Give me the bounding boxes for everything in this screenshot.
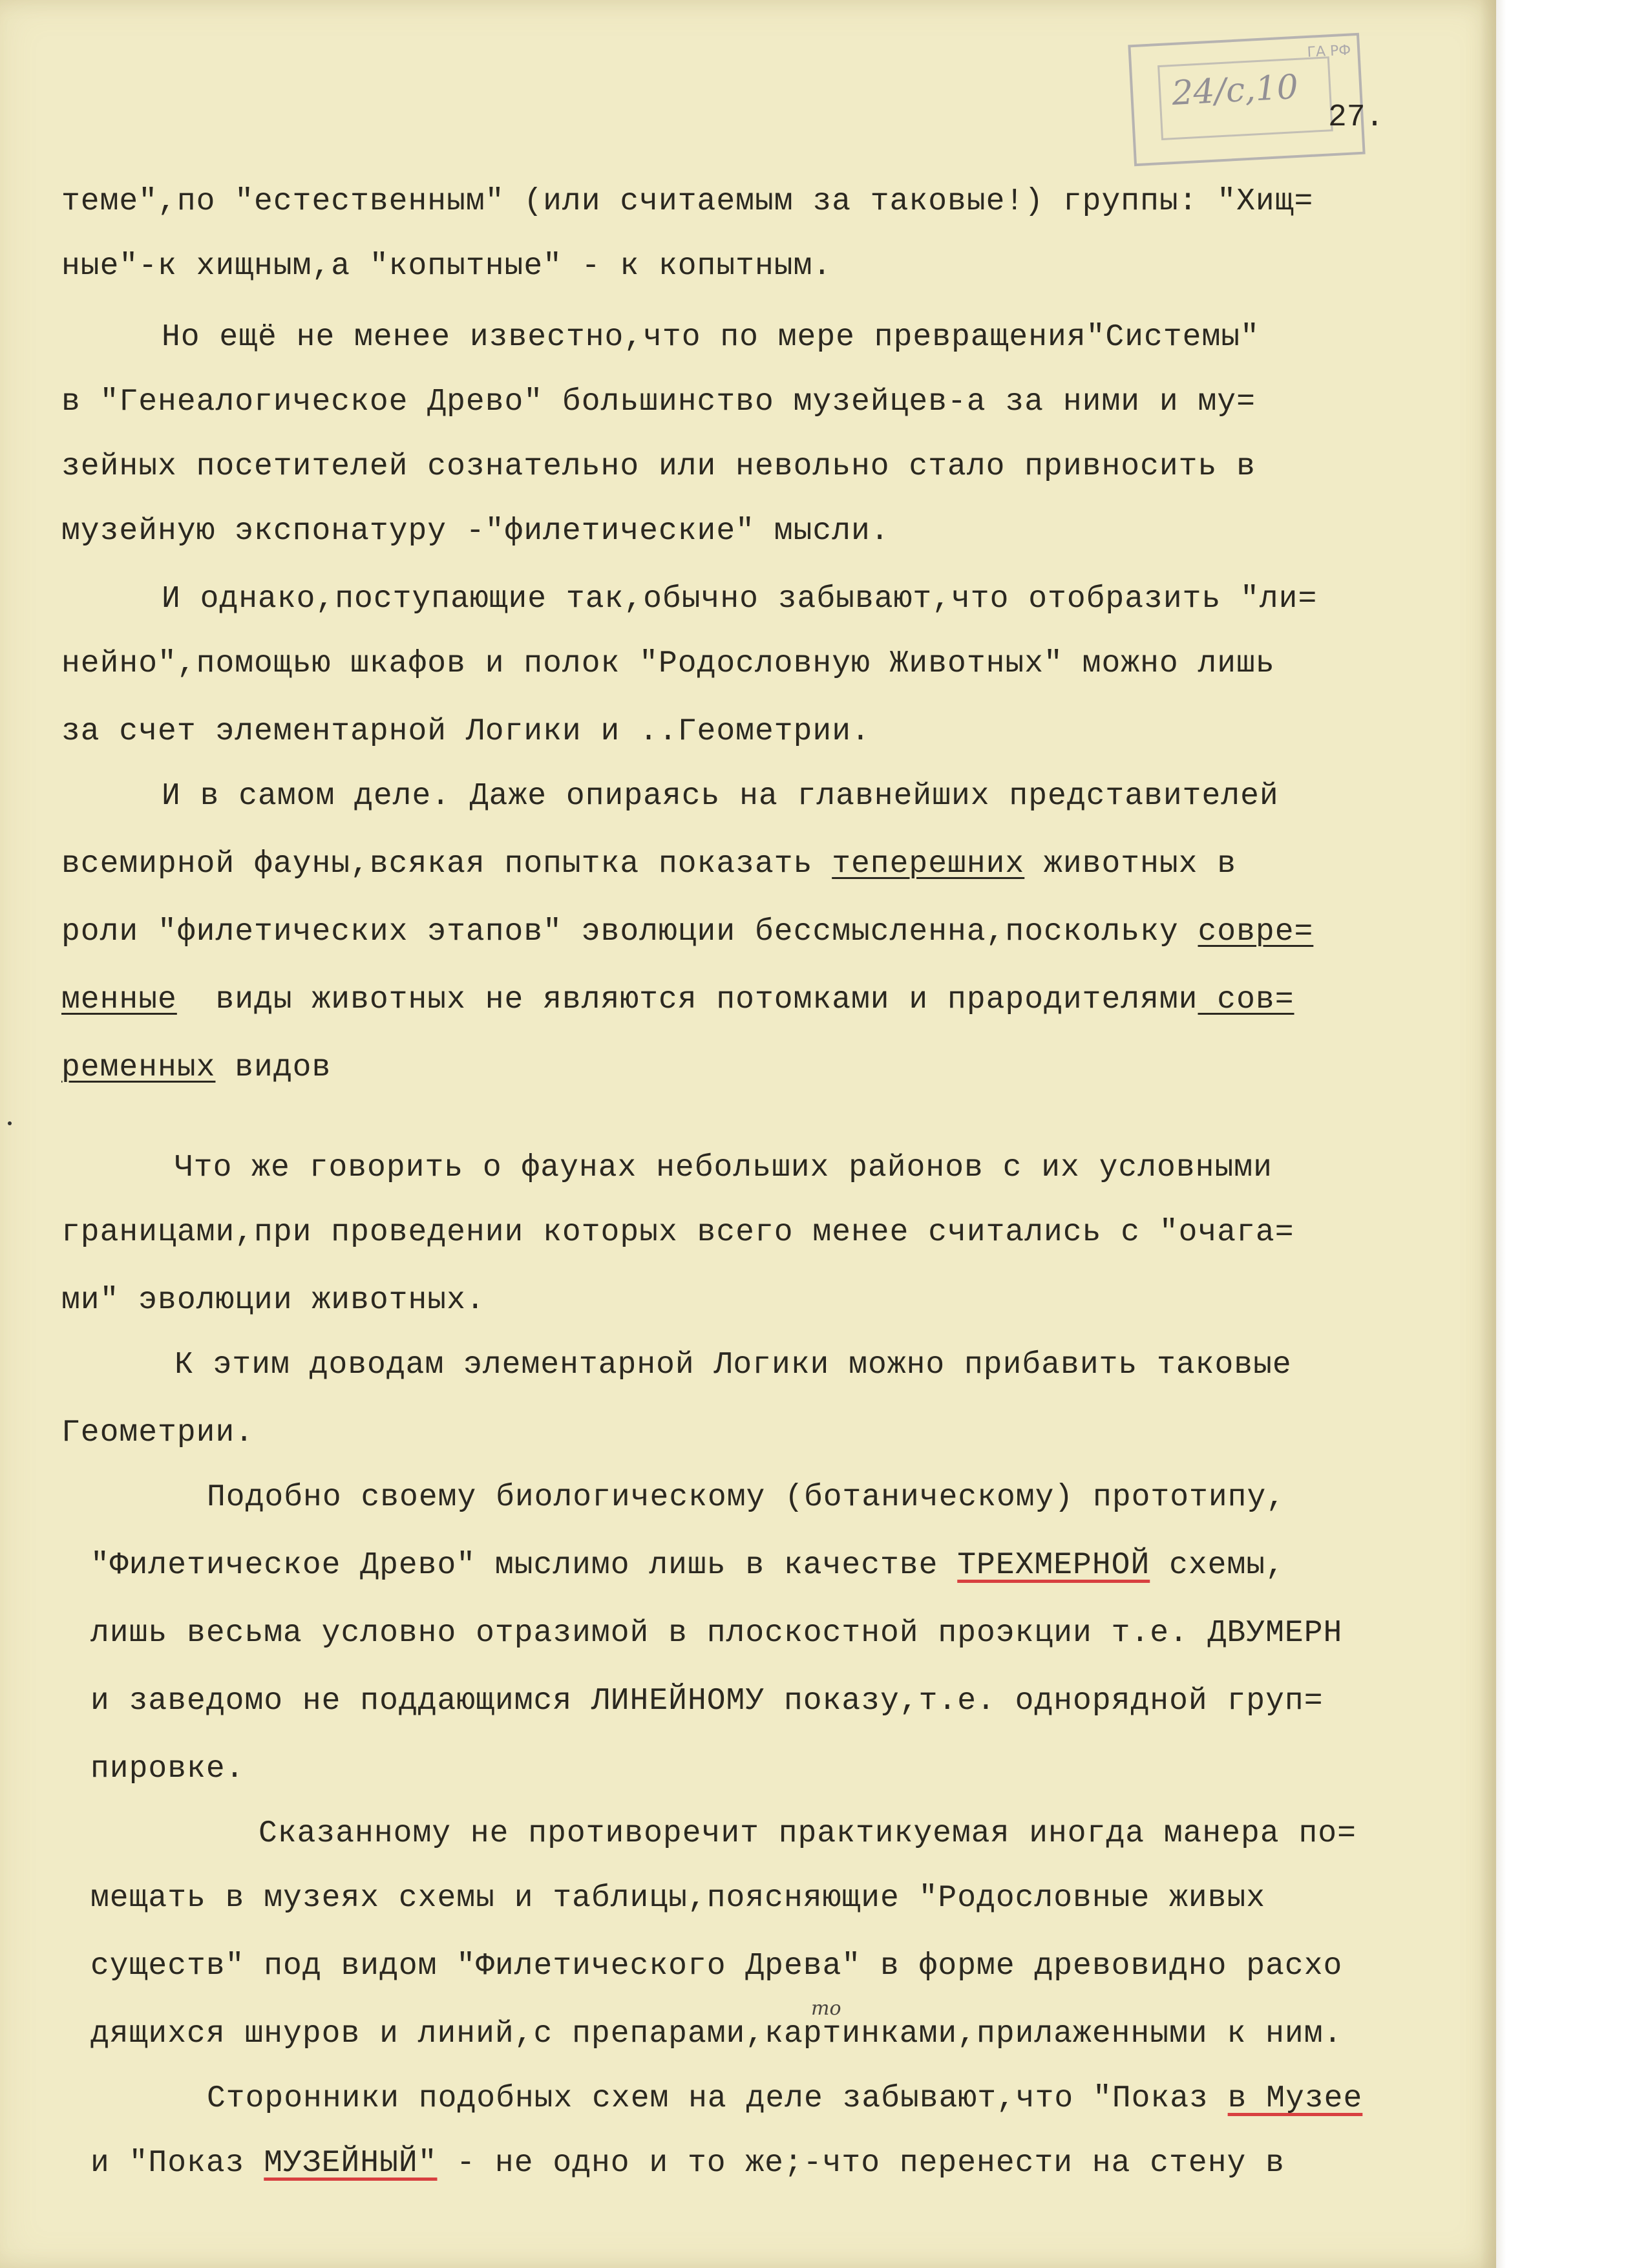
underlined-word: сов= (1198, 982, 1294, 1017)
red-underlined-word: в Музее (1227, 2081, 1363, 2116)
text-line: лишь весьма условно отразимой в плоскостной проэкции т.е. ДВУМЕРН (90, 1616, 1343, 1651)
underlined-word: менные (61, 982, 177, 1017)
text-line: Подобно своему биологическому (ботаническому) прототипу, (207, 1480, 1286, 1515)
text-line: зейных посетителей сознательно или невольно стало привносить в (61, 449, 1256, 484)
margin-mark (8, 1121, 12, 1125)
text-line: ные"-к хищным,а "копытные" - к копытным. (61, 249, 832, 284)
text-line: всемирной фауны,всякая попытка показать теперешних животных в (61, 847, 1237, 882)
text-line: "Филетическое Древо" мыслимо лишь в качестве ТРЕХМЕРНОЙ схемы, (90, 1548, 1285, 1583)
text-line: Сторонники подобных схем на деле забывают,что "Показ в Музее (207, 2081, 1363, 2116)
text-line: за счет элементарной Логики и ..Геометрии. (61, 714, 871, 749)
text-line: Но ещё не менее известно,что по мере превращения"Системы" (162, 320, 1260, 355)
text-line: в "Генеалогическое Древо" большинство музейцев-а за ними и му= (61, 385, 1256, 419)
red-underlined-word: МУЗЕЙНЫЙ" (264, 2146, 438, 2181)
text-line: И в самом деле. Даже опираясь на главнейших представителей (162, 779, 1279, 814)
underlined-word: ременных (61, 1050, 216, 1085)
text-line: менные виды животных не являются потомками и прародителями сов= (61, 982, 1294, 1017)
text-line: нейно",помощью шкафов и полок "Родословную Животных" можно лишь (61, 646, 1275, 681)
text-line: границами,при проведении которых всего менее считались с "очага= (61, 1215, 1294, 1250)
handwritten-annotation: то (811, 1997, 841, 2020)
archive-stamp-text: ГА РФ (1307, 42, 1351, 61)
page-number: 27. (1328, 100, 1384, 135)
text-line: и заведомо не поддающимся ЛИНЕЙНОМУ показу,т.е. однорядной груп= (90, 1684, 1324, 1719)
text-line: Геометрии. (61, 1415, 255, 1450)
text-line: и "Показ МУЗЕЙНЫЙ" - не одно и то же;-что перенести на стену в (90, 2146, 1285, 2181)
text-line: И однако,поступающие так,обычно забывают,что отобразить "ли= (162, 582, 1318, 617)
text-line: К этим доводам элементарной Логики можно прибавить таковые (174, 1348, 1292, 1383)
text-line: пировке. (90, 1752, 245, 1786)
text-line: дящихся шнуров и линий,с препарами,картинками,прилаженными к ним. (90, 2017, 1343, 2051)
archive-stamp-handwriting: 24/с,10 (1170, 67, 1300, 113)
red-underlined-word: ТРЕХМЕРНОЙ (957, 1548, 1150, 1583)
text-line: ременных видов (61, 1050, 332, 1085)
text-line: роли "филетических этапов" эволюции бессмысленна,поскольку совре= (61, 915, 1314, 949)
text-line: мещать в музеях схемы и таблицы,поясняющие "Родословные живых (90, 1881, 1266, 1916)
text-line: Сказанному не противоречит практикуемая иногда манера по= (259, 1816, 1357, 1851)
text-line: ми" эволюции животных. (61, 1283, 485, 1318)
text-line: музейную экспонатуру -"филетические" мысли. (61, 514, 890, 549)
underlined-word: теперешних (832, 847, 1025, 882)
text-line: существ" под видом "Филетического Древа" в форме древовидно расхо (90, 1949, 1343, 1984)
text-line: Что же говорить о фаунах небольших районов с их условными (174, 1150, 1273, 1185)
text-line: теме",по "естественным" (или считаемым за таковые!) группы: "Хищ= (61, 184, 1314, 219)
underlined-word: совре= (1198, 915, 1314, 949)
